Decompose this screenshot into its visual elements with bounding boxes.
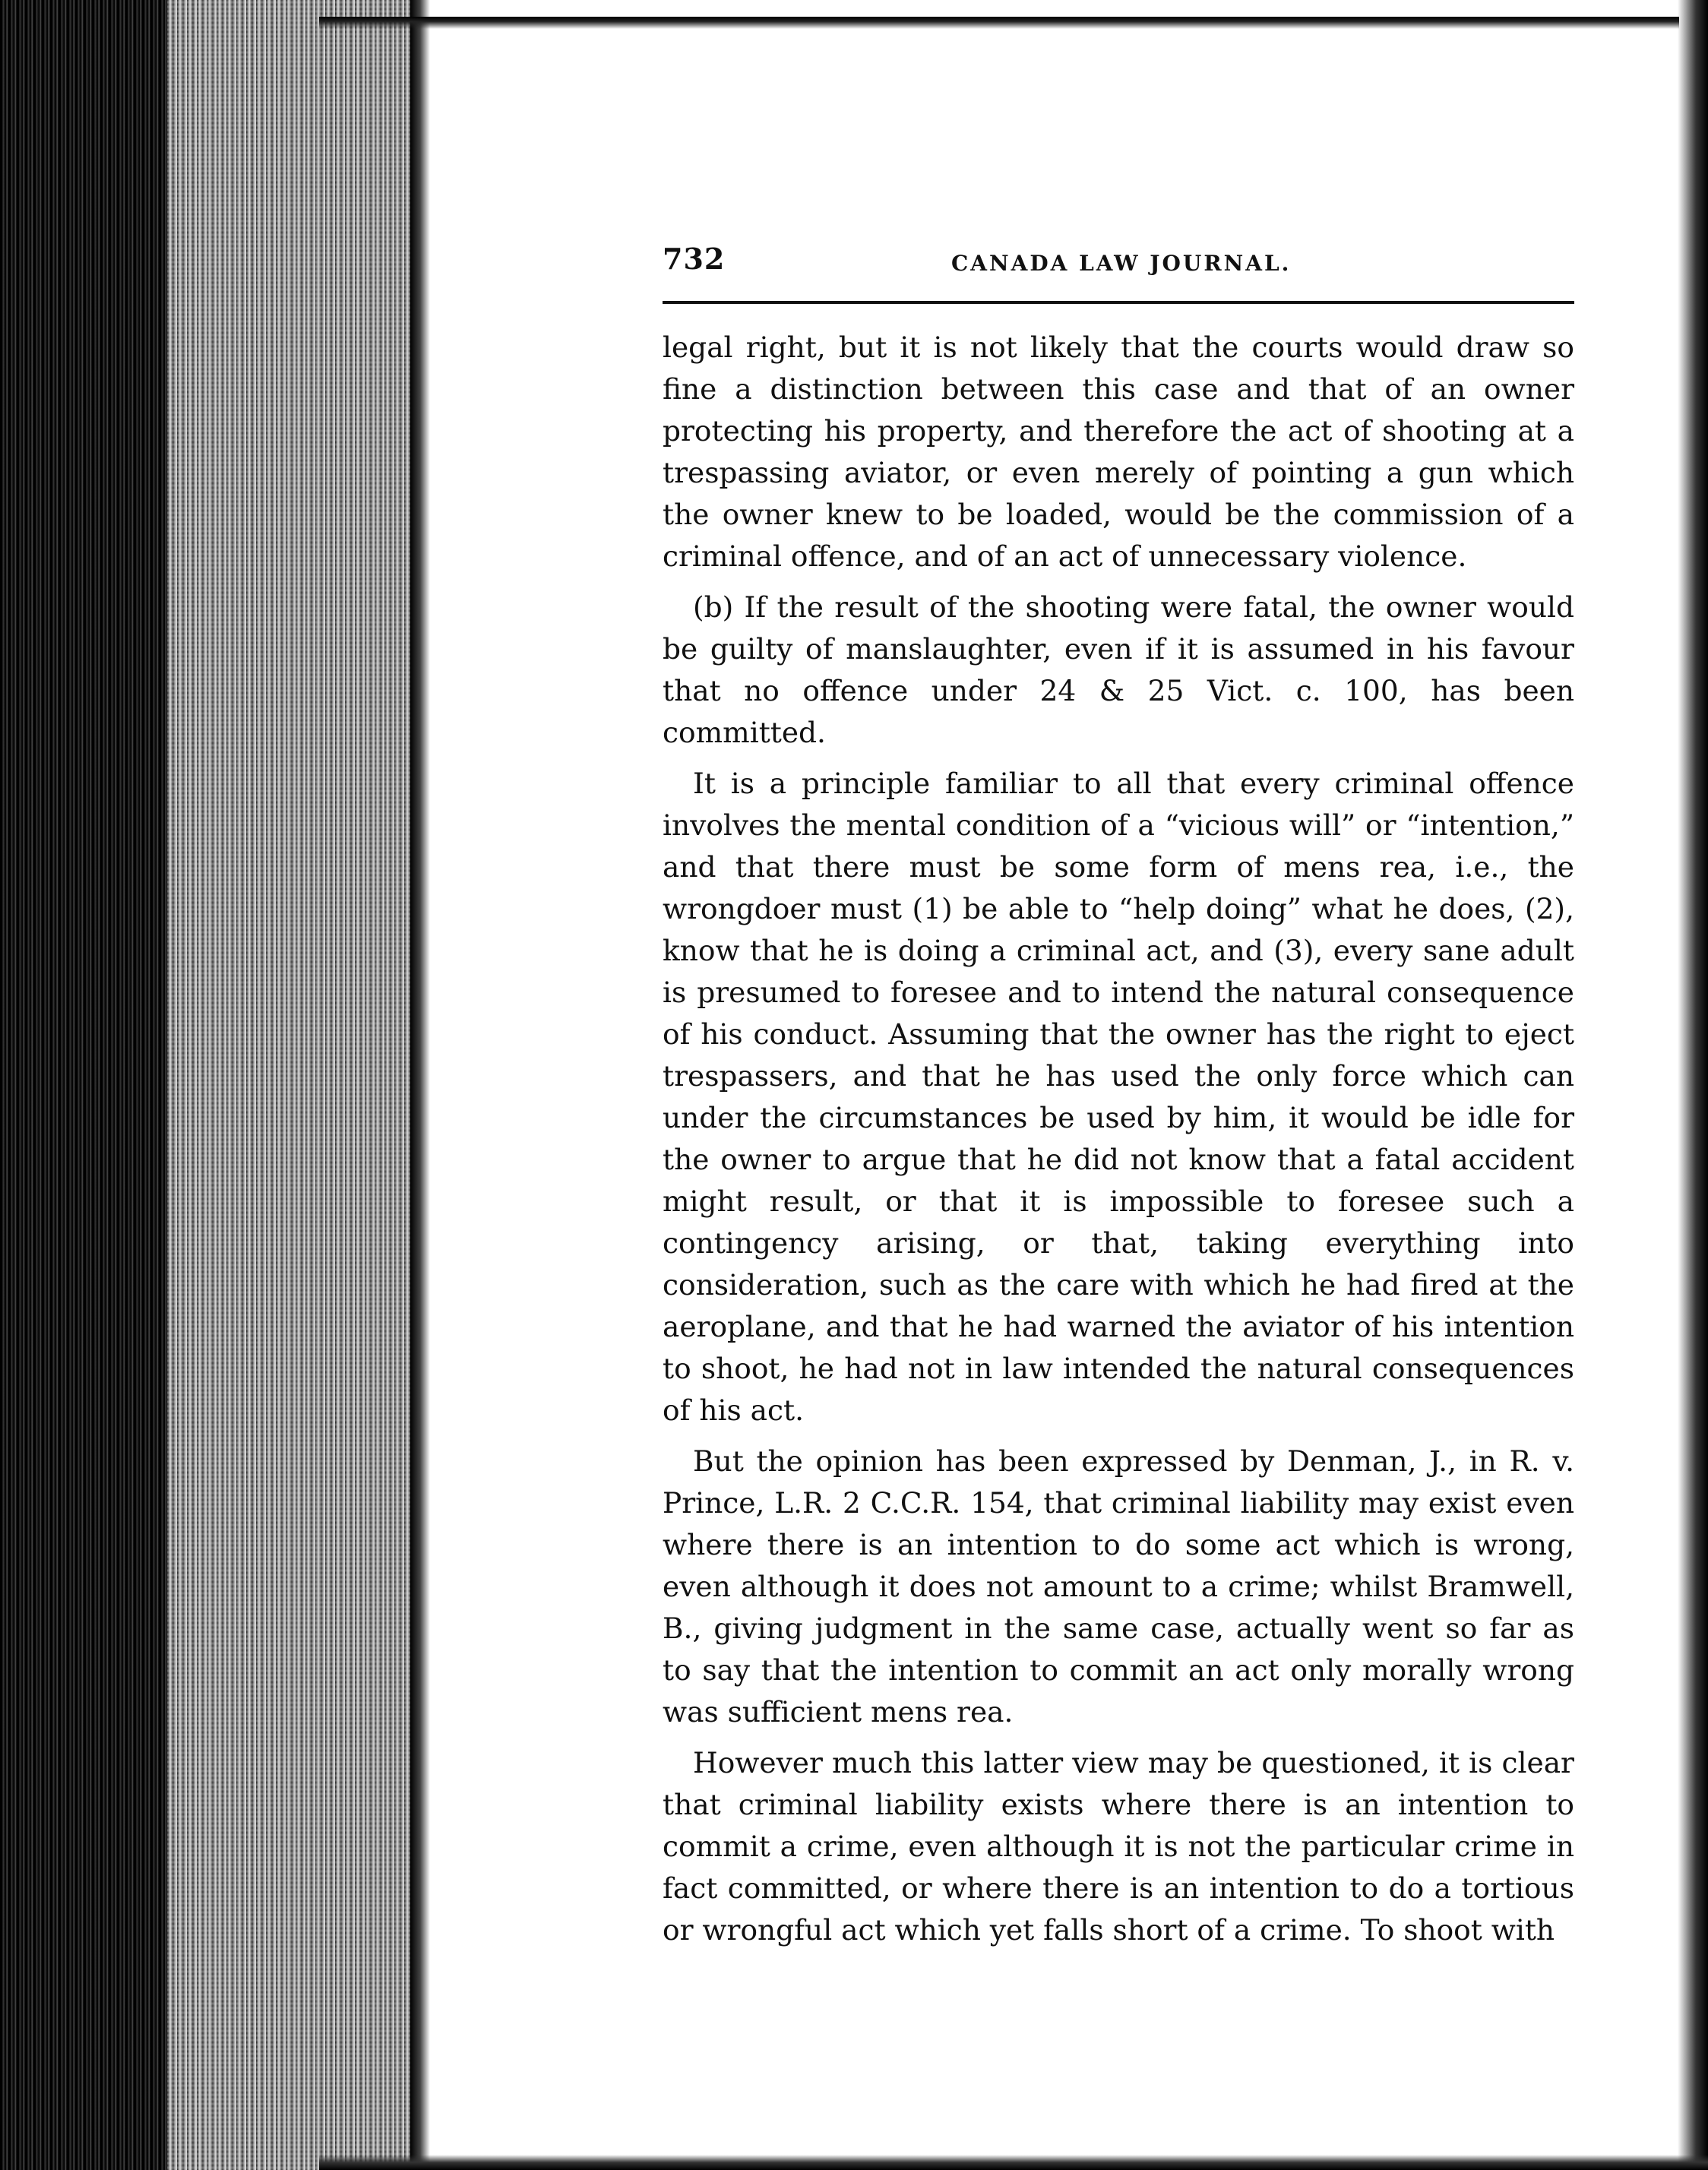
scan-top-edge	[319, 17, 1679, 29]
header-rule	[663, 301, 1574, 304]
body-text	[663, 327, 1574, 1951]
paragraph: (b) If the result of the shooting were fatal, the owner would be guilty of manslaughter, even if it is assumed in his favour that no offence under 24 & 25 Vict. c. 100, has been committed.	[663, 590, 1574, 749]
running-head: CANADA LAW JOURNAL.	[951, 251, 1292, 276]
paragraph: legal right, but it is not likely that the courts would draw so fine a distinction between this case and that of an owner protecting his property, and therefore the act of shooting at a trespassing aviator, or even merely of pointing a gun which the owner knew to be loaded, would be the commission of a criminal offence, and of an act of unnecessary violence.	[663, 331, 1574, 573]
paragraph: But the opinion has been expressed by Denman, J., in R. v. Prince, L.R. 2 C.C.R. 154, that criminal liability may exist even where there is an intention to do some act which is wrong, even although it does not amount to a crime; whilst Bramwell, B., giving judgment in the same case, actually went so far as to say that the intention to commit an act only morally wrong was sufficient mens rea.	[663, 1444, 1574, 1729]
paragraph: It is a principle familiar to all that every criminal offence involves the mental condition of a “vicious will” or “intention,” and that there must be some form of mens rea, i.e., the wrongdoer must (1) be able to “help doing” what he does, (2), know that he is doing a criminal act, and (3), every sane adult is presumed to foresee and to intend the natural consequence of his conduct. Assuming that the owner has the right to eject trespassers, and that he has used the only force which can under the circumstances be used by him, it would be idle for the owner to argue that he did not know that a fatal accident might result, or that it is impossible to foresee such a contingency arising, or that, taking everything into consideration, such as the care with which he had fired at the aeroplane, and that he had warned the aviator of his intention to shoot, he had not in law intended the natural consequences of his act.	[663, 767, 1574, 1427]
binding-edge	[410, 0, 430, 2170]
scan-bottom-edge	[319, 2155, 1708, 2170]
page-edges	[167, 0, 425, 2170]
paragraph: However much this latter view may be questioned, it is clear that criminal liability exists where there is an intention to commit a crime, even although it is not the particular crime in fact committed, or where there is an intention to do a tortious or wrongful act which yet falls short of a crime. To shoot with	[663, 1746, 1574, 1947]
page-header	[663, 242, 1574, 284]
book-page	[663, 242, 1574, 1960]
page-number: 732	[663, 242, 726, 276]
scan-right-edge	[1678, 0, 1708, 2170]
